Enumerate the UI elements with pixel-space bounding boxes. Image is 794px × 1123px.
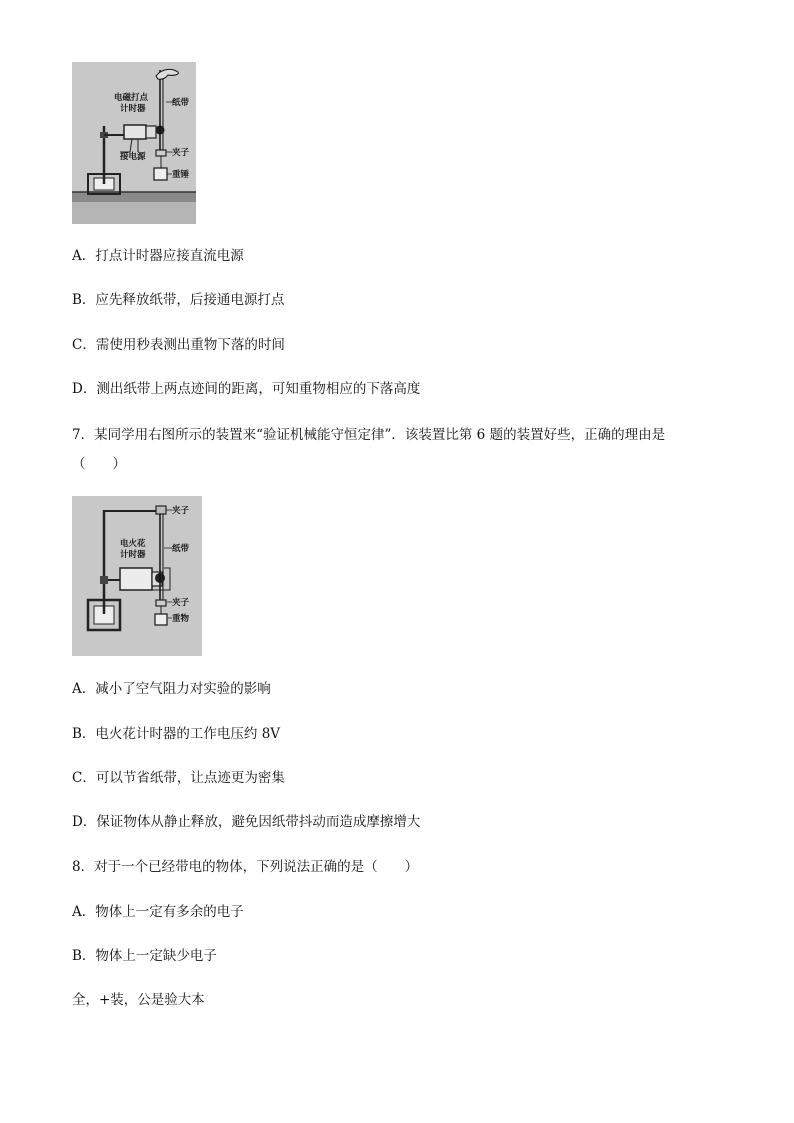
label-timer-line-2: 计时器	[120, 104, 146, 114]
q6-option-b: B．应先释放纸带，后接通电源打点	[72, 292, 285, 308]
q7-option-b: B．电火花计时器的工作电压约 8V	[72, 726, 281, 742]
q6-option-c: C．需使用秒表测出重物下落的时间	[72, 337, 285, 353]
q7-answer-blank: （ ）	[72, 456, 126, 472]
q7-stem: 7．某同学用右图所示的装置来“验证机械能守恒定律”．该装置比第 6 题的装置好些，正确的理由是	[72, 427, 666, 443]
figure-1-drawing	[72, 62, 196, 224]
q7-option-d: D．保证物体从静止释放，避免因纸带抖动而造成摩擦增大	[72, 814, 421, 830]
q6-option-a: A．打点计时器应接直流电源	[72, 248, 244, 264]
figure-electromagnetic-timer-setup	[72, 62, 196, 224]
q8-stem: 8．对于一个已经带电的物体，下列说法正确的是（ ）	[72, 859, 419, 875]
figure-spark-timer-setup	[72, 496, 202, 656]
label-top-clip: 夹子	[172, 506, 190, 516]
label-spark-timer: 电火花	[120, 539, 146, 549]
label-paper-tape: 纸带	[172, 98, 190, 108]
label-clip: 夹子	[172, 148, 190, 158]
label-spark-timer-line-2: 计时器	[120, 550, 146, 560]
label-electromagnetic-timer: 电磁打点	[114, 93, 149, 103]
figure-2-drawing	[72, 496, 202, 656]
q7-option-a: A．减小了空气阻力对实验的影响	[72, 681, 271, 697]
label-paper-tape-2: 纸带	[172, 544, 190, 554]
q6-option-d: D．测出纸带上两点迹间的距离，可知重物相应的下落高度	[72, 381, 421, 397]
footer-text: 全，+装，公是验大本	[72, 992, 205, 1008]
q8-option-a: A．物体上一定有多余的电子	[72, 904, 244, 920]
label-power-supply: 接电源	[120, 152, 146, 162]
label-weight: 重物	[172, 614, 190, 624]
label-lower-clip: 夹子	[172, 598, 190, 608]
q7-option-c: C．可以节省纸带，让点迹更为密集	[72, 770, 285, 786]
label-heavy-weight: 重锤	[172, 170, 190, 180]
q8-option-b: B．物体上一定缺少电子	[72, 948, 217, 964]
